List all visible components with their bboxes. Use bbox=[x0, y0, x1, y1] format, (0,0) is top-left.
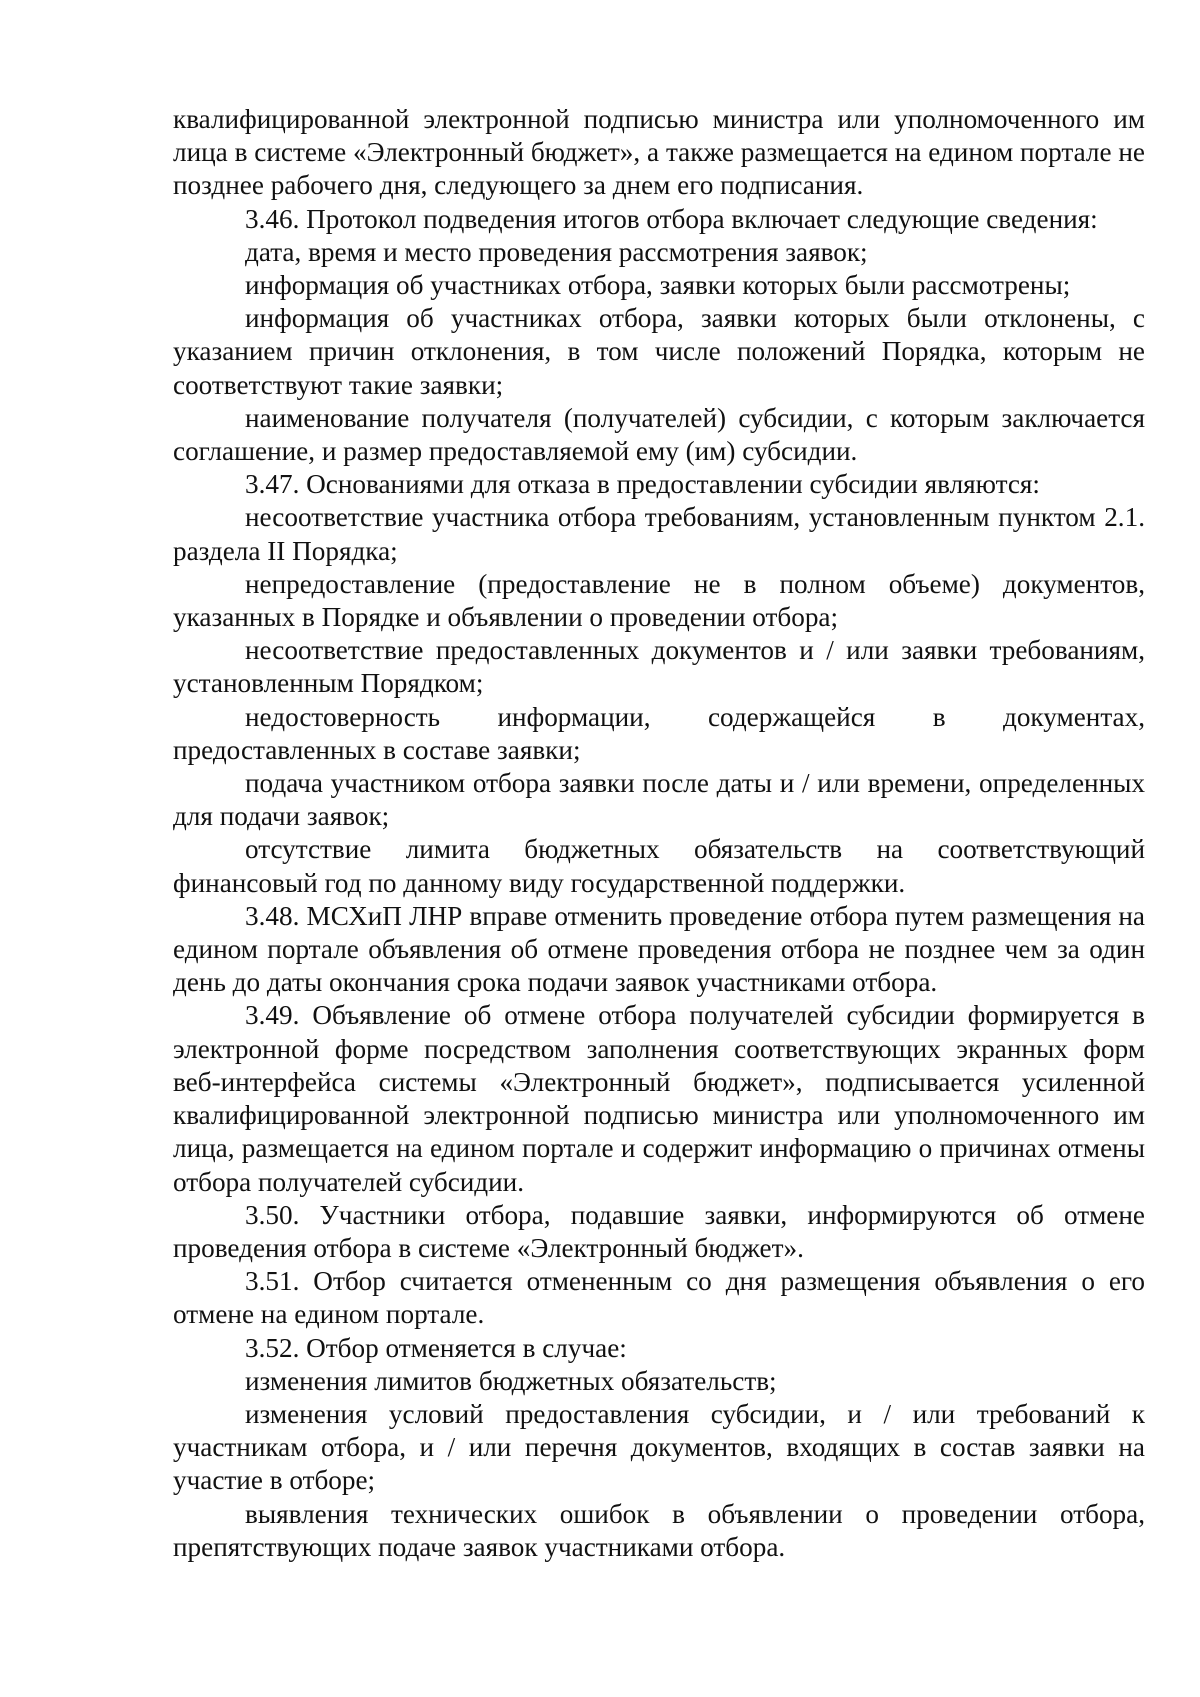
paragraph-3-48: 3.48. МСХиП ЛНР вправе отменить проведение отбора путем размещения на едином портале объявления об отмене проведения отбора не позднее чем за один день до даты окончания срока подачи заявок участниками отбора. bbox=[173, 900, 1145, 998]
paragraph-item: информация об участниках отбора, заявки которых были отклонены, с указанием причин отклонения, в том числе положений Порядка, которым не соответствуют такие заявки; bbox=[173, 303, 1145, 400]
paragraph-item: наименование получателя (получателей) субсидии, с которым заключается соглашение, и размер предоставляемой ему (им) субсидии. bbox=[173, 402, 1145, 467]
paragraph-3-49: 3.49. Объявление об отмене отбора получателей субсидии формируется в электронной форме посредством заполнения соответствующих экранных форм веб-интерфейса системы «Электронный бюджет», подписывается усиленной квалифицированной электронной подписью министра или уполномоченного им лица, размещается на едином портале и содержит информацию о причинах отмены отбора получателей субсидии. bbox=[173, 1000, 1145, 1197]
paragraph-item: отсутствие лимита бюджетных обязательств на соответствующий финансовый год по данному виду государственной поддержки. bbox=[173, 834, 1145, 898]
paragraph-item: изменения условий предоставления субсидии, и / или требований к участникам отбора, и / или перечня документов, входящих в состав заявки на участие в отборе; bbox=[173, 1398, 1145, 1496]
paragraph-item: непредоставление (предоставление не в полном объеме) документов, указанных в Порядке и объявлении о проведении отбора; bbox=[173, 568, 1145, 633]
paragraph-item: подача участником отбора заявки после даты и / или времени, определенных для подачи заявок; bbox=[173, 768, 1145, 832]
paragraph-3-47: 3.47. Основаниями для отказа в предоставлении субсидии являются: bbox=[245, 469, 1040, 500]
paragraph-continuation: квалифицированной электронной подписью министра или уполномоченного им лица в системе «Электронный бюджет», а также размещается на едином портале не позднее рабочего дня, следующего за днем его подписания. bbox=[173, 104, 1145, 201]
paragraph-3-46: 3.46. Протокол подведения итогов отбора включает следующие сведения: bbox=[245, 203, 1098, 234]
paragraph-item: недостоверность информации, содержащейся в документах, предоставленных в составе заявки; bbox=[173, 701, 1145, 765]
paragraph-3-50: 3.50. Участники отбора, подавшие заявки, информируются об отмене проведения отбора в системе «Электронный бюджет». bbox=[173, 1199, 1145, 1263]
paragraph-3-51: 3.51. Отбор считается отмененным со дня размещения объявления о его отмене на едином портале. bbox=[173, 1266, 1145, 1330]
paragraph-item: дата, время и место проведения рассмотрения заявок; bbox=[245, 236, 868, 267]
paragraph-item: несоответствие участника отбора требованиям, установленным пунктом 2.1. раздела II Порядка; bbox=[173, 502, 1145, 566]
paragraph-item: информация об участниках отбора, заявки которых были рассмотрены; bbox=[245, 270, 1071, 301]
document-page bbox=[173, 103, 1145, 1564]
paragraph-3-52: 3.52. Отбор отменяется в случае: bbox=[245, 1332, 627, 1363]
paragraph-item: выявления технических ошибок в объявлении о проведении отбора, препятствующих подаче заявок участниками отбора. bbox=[173, 1498, 1145, 1562]
paragraph-item: несоответствие предоставленных документов и / или заявки требованиям, установленным Порядком; bbox=[173, 635, 1145, 699]
paragraph-item: изменения лимитов бюджетных обязательств; bbox=[245, 1365, 777, 1396]
